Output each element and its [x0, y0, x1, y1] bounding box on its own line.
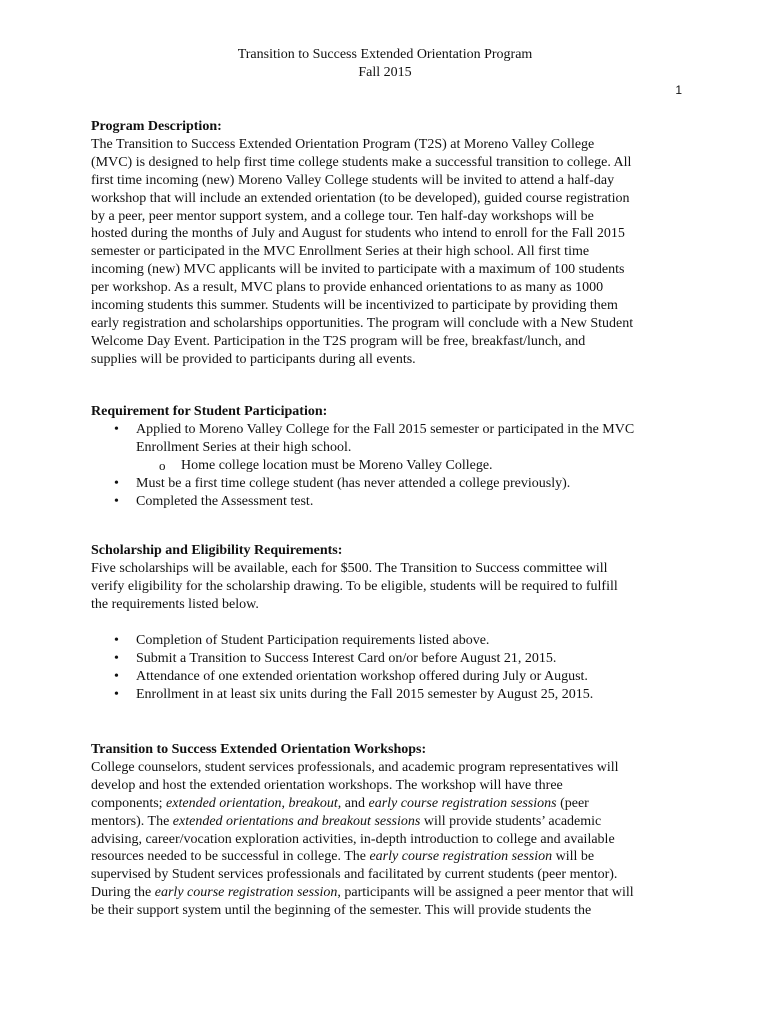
paragraph-line: semester or participated in the MVC Enrollment Series at their high school. All first time — [91, 244, 590, 260]
list-item-text: Enrollment in at least six units during the Fall 2015 semester by August 25, 2015. — [136, 687, 594, 702]
paragraph-line: the requirements listed below. — [91, 596, 259, 612]
sub-list-item-text: Home college location must be Moreno Valley College. — [181, 457, 493, 473]
program-description-section — [91, 118, 691, 369]
text-run: , participants will be assigned a peer mentor that will — [337, 885, 634, 901]
paragraph-line: first time incoming (new) Moreno Valley College students will be invited to attend a half-day — [91, 172, 615, 188]
sub-list-item — [91, 457, 691, 475]
italic-term: extended orientations and breakout sessions — [172, 813, 421, 829]
bullet-icon: • — [114, 493, 119, 509]
paragraph-line: Five scholarships will be available, each for $500. The Transition to Success committee will — [91, 560, 608, 576]
bullet-icon: • — [114, 421, 119, 437]
list-item — [91, 686, 691, 704]
list-item — [91, 421, 691, 439]
hollow-bullet-icon: o — [159, 457, 166, 473]
paragraph-line: incoming students this summer. Students will be incentivized to participate by providing them — [91, 298, 618, 314]
scholarship-heading: Scholarship and Eligibility Requirements: — [91, 543, 343, 558]
italic-term: early course registration session — [369, 849, 553, 865]
list-item — [91, 650, 691, 668]
list-item — [91, 475, 691, 493]
text-run: components; — [91, 795, 167, 811]
italic-term: breakout — [288, 795, 338, 811]
bullet-icon: • — [114, 651, 119, 666]
paragraph-line: early registration and scholarships opportunities. The program will conclude with a New Student — [91, 315, 634, 331]
paragraph-line: The Transition to Success Extended Orientation Program (T2S) at Moreno Valley College — [91, 136, 595, 152]
italic-term: early course registration sessions — [368, 795, 557, 811]
list-item-continuation — [91, 439, 691, 457]
scholarship-list — [91, 632, 691, 704]
text-run: mentors). The — [91, 813, 173, 829]
paragraph-line: advising, career/vocation exploration activities, in-depth introduction to college and available — [91, 831, 615, 847]
paragraph-line: verify eligibility for the scholarship drawing. To be eligible, students will be required to fulfill — [91, 578, 618, 594]
text-run: , and — [337, 795, 369, 811]
paragraph-line — [91, 848, 691, 866]
paragraph-line: supplies will be provided to participants during all events. — [91, 351, 416, 367]
text-run: will provide students’ academic — [420, 813, 602, 829]
bullet-icon: • — [114, 633, 119, 648]
paragraph-line: be their support system until the beginning of the semester. This will provide students the — [91, 903, 592, 919]
list-item-text: Attendance of one extended orientation workshop offered during July or August. — [136, 669, 588, 684]
document-title: Transition to Success Extended Orientation Program — [237, 47, 533, 62]
paragraph-line — [91, 813, 691, 831]
list-item-text: Completion of Student Participation requirements listed above. — [136, 633, 490, 648]
requirements-section — [91, 403, 691, 511]
italic-term: early course registration session — [154, 885, 338, 901]
list-item-text: Completed the Assessment test. — [136, 493, 314, 509]
scholarship-section — [91, 542, 691, 614]
bullet-icon: • — [114, 687, 119, 702]
text-run: resources needed to be successful in college. The — [91, 849, 370, 865]
text-run: During the — [91, 885, 155, 901]
paragraph-line: supervised by Student services professionals and facilitated by current students (peer mentor). — [91, 867, 618, 883]
list-item — [91, 632, 691, 650]
text-run: (peer — [556, 795, 589, 811]
paragraph-line: develop and host the extended orientation workshops. The workshop will have three — [91, 777, 563, 793]
bullet-icon: • — [114, 475, 119, 491]
list-item-text: Submit a Transition to Success Interest Card on/or before August 21, 2015. — [136, 651, 557, 666]
requirements-heading: Requirement for Student Participation: — [91, 404, 328, 419]
list-item-text: Must be a first time college student (has never attended a college previously). — [136, 475, 571, 491]
list-item — [91, 668, 691, 686]
bullet-icon: • — [114, 669, 119, 684]
workshops-section — [91, 741, 691, 920]
program-description-heading: Program Description: — [91, 119, 222, 134]
paragraph-line: (MVC) is designed to help first time college students make a successful transition to college. All — [91, 154, 632, 170]
paragraph-line: per workshop. As a result, MVC plans to provide enhanced orientations to as many as 1000 — [91, 280, 604, 296]
document-term: Fall 2015 — [358, 65, 412, 80]
paragraph-line — [91, 795, 691, 813]
list-item — [91, 493, 691, 511]
text-run: will be — [552, 849, 595, 865]
paragraph-line: College counselors, student services professionals, and academic program representatives will — [91, 759, 619, 775]
paragraph-line: workshop that will include an extended orientation (to be developed), guided course registration — [91, 190, 630, 206]
text-run: , — [281, 795, 289, 811]
list-item-text: Applied to Moreno Valley College for the Fall 2015 semester or participated in the MVC — [136, 421, 635, 437]
paragraph-line: by a peer, peer mentor support system, and a college tour. Ten half-day workshops will be — [91, 208, 594, 224]
page-number: 1 — [675, 83, 682, 97]
workshops-heading: Transition to Success Extended Orientation Workshops: — [91, 742, 427, 757]
paragraph-line: Welcome Day Event. Participation in the T2S program will be free, breakfast/lunch, and — [91, 333, 586, 349]
list-item-text: Enrollment Series at their high school. — [136, 439, 352, 455]
italic-term: extended orientation — [166, 795, 282, 811]
paragraph-line: incoming (new) MVC applicants will be invited to participate with a maximum of 100 students — [91, 262, 625, 278]
paragraph-line: hosted during the months of July and August for students who intend to enroll for the Fall 2015 — [91, 226, 625, 242]
paragraph-line — [91, 884, 691, 902]
